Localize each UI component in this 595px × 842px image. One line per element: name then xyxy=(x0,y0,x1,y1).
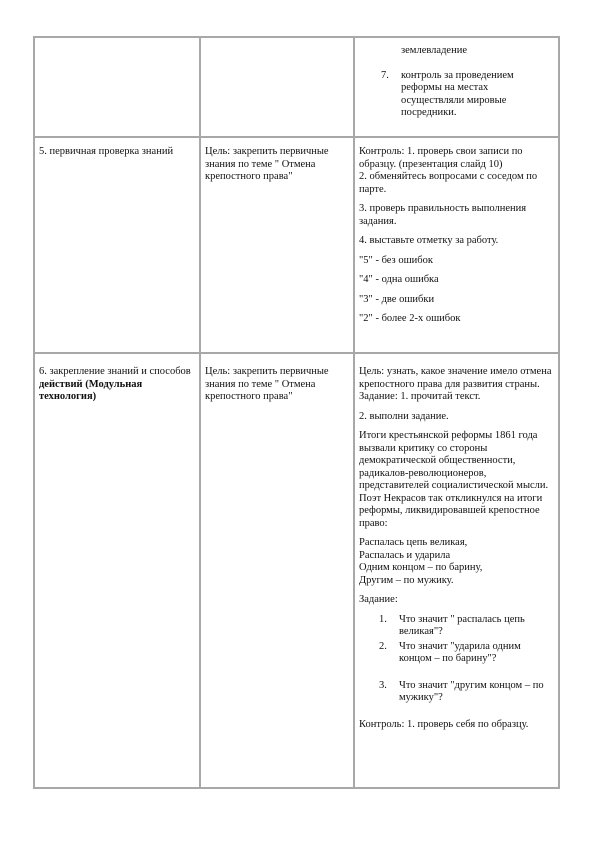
row2-goal-cell xyxy=(205,146,349,191)
poem-line: Распалась и ударила xyxy=(359,549,451,561)
task-text: 2. выполни задание. xyxy=(359,410,449,422)
column-divider xyxy=(353,38,355,787)
reading-paragraph: Итоги крестьянской реформы 1861 года вызвали критику со стороны демократической общественности, радикалов-революционеров, представителей социалистической мысли. Поэт Некрасов так откликнулся на итоги реформы, ликвидировавшей крепостное право: xyxy=(359,430,549,529)
poem-line: Одним концом – по барину, xyxy=(359,562,483,573)
list-item xyxy=(359,641,555,666)
control-text: Контроль: 1. проверь свои записи по образцу. (презентация слайд 10) xyxy=(359,146,523,170)
list-item-text: контроль за проведением реформы на местах осуществляли мировые посредники. xyxy=(401,69,514,118)
list-item-number: 7. xyxy=(381,69,389,81)
list-item xyxy=(361,70,551,120)
task-text: Задание: 1. прочитай текст. xyxy=(359,391,481,402)
step-text: 3. проверь правильность выполнения задания. xyxy=(359,203,527,227)
step-text: 2. обменяйтесь вопросами с соседом по парте. xyxy=(359,171,538,195)
grade-item: "2" - более 2-х ошибок xyxy=(359,313,461,324)
list-item xyxy=(359,614,555,639)
poem-line: Другим – по мужику. xyxy=(359,574,454,586)
row3-task-cell xyxy=(359,366,555,731)
row1-col3-cell xyxy=(361,45,551,124)
grade-item: "4" - одна ошибка xyxy=(359,274,439,285)
control-text: Контроль: 1. проверь себя по образцу. xyxy=(359,718,529,730)
list-item-number: 3. xyxy=(379,679,387,691)
poem xyxy=(359,537,555,587)
step-text: 4. выставьте отметку за работу. xyxy=(359,235,499,246)
reform-list xyxy=(361,70,551,120)
row3-goal-cell xyxy=(205,366,349,411)
row2-control-cell xyxy=(359,146,555,333)
list-item-text: Что значит "ударила одним концом – по барину"? xyxy=(399,640,521,664)
lesson-plan-table xyxy=(33,36,560,789)
row2-stage-cell xyxy=(39,146,195,166)
grade-item: "3" - две ошибки xyxy=(359,293,435,305)
list-item-text: Что значит " распалась цепь великая"? xyxy=(399,613,525,637)
row3-stage-cell xyxy=(39,366,195,404)
task-label: Задание: xyxy=(359,594,398,605)
goal-text: Цель: закрепить первичные знания по теме " Отмена крепостного права" xyxy=(205,146,329,182)
column-divider xyxy=(199,38,201,787)
list-item-text: Что значит "другим концом – по мужику"? xyxy=(399,679,544,703)
goal-text: Цель: закрепить первичные знания по теме " Отмена крепостного права" xyxy=(205,366,329,402)
goal-text: Цель: узнать, какое значение имело отмена крепостного права для развития страны. xyxy=(359,366,552,390)
poem-line: Распалась цепь великая, xyxy=(359,537,468,548)
row-divider xyxy=(35,352,558,354)
stage-method: действий (Модульная технология) xyxy=(39,378,143,402)
continuation-text: землевладение xyxy=(401,45,467,56)
list-item-number: 2. xyxy=(379,640,387,652)
stage-title: 6. закрепление знаний и способов xyxy=(39,366,191,377)
list-item-number: 1. xyxy=(379,613,387,625)
question-list xyxy=(359,614,555,705)
list-item xyxy=(359,680,555,705)
stage-title: 5. первичная проверка знаний xyxy=(39,146,174,157)
row-divider xyxy=(35,136,558,138)
grade-item: "5" - без ошибок xyxy=(359,254,433,266)
